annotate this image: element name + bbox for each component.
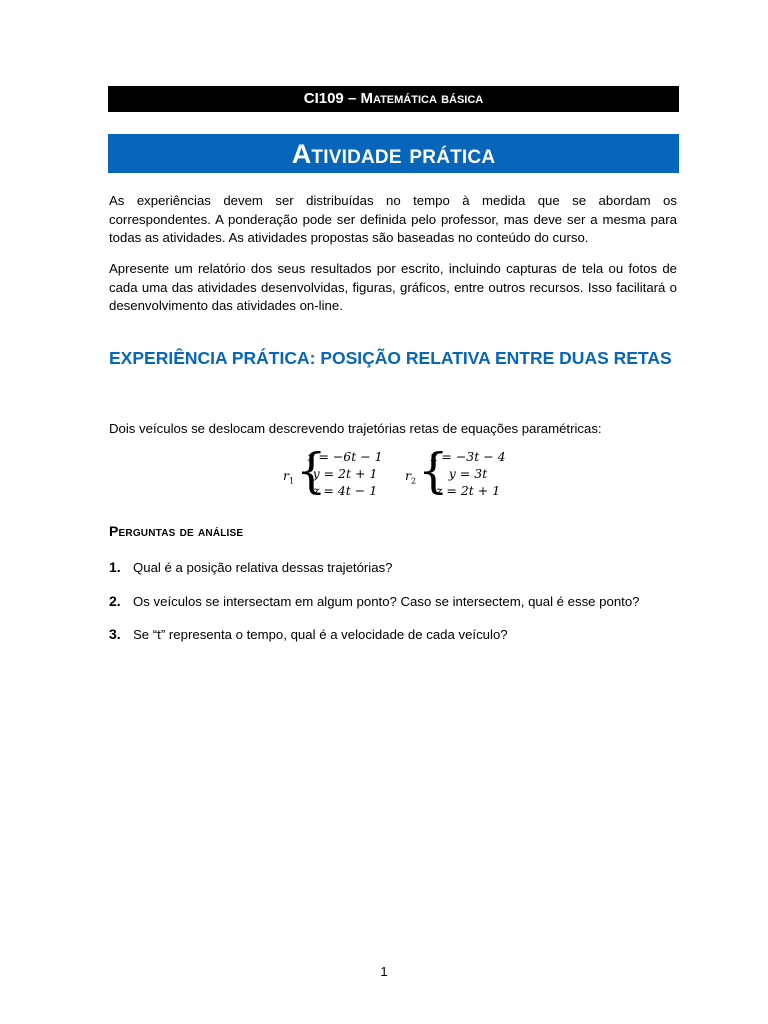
question-item (109, 626, 508, 642)
equation-r2-line-y: y = 3t (448, 466, 488, 481)
intro-paragraph-1: As experiências devem ser distribuídas no tempo à medida que se abordam os correspondentes. A ponderação pode ser definida pelo professor, mas deve ser a mesma para todas as atividades. As atividades propostas são baseadas no conteúdo do curso. (109, 193, 677, 245)
question-text: Qual é a posição relativa dessas trajetórias? (133, 560, 393, 575)
equation-r2-line-z: z = 2t + 1 (435, 483, 501, 498)
question-number: 3. (109, 626, 121, 642)
analysis-heading: Perguntas de análise (109, 523, 244, 539)
section-intro: Dois veículos se deslocam descrevendo trajetórias retas de equações paramétricas: (109, 421, 602, 436)
equation-r1-label: $r_1$ (283, 468, 295, 486)
equation-r1-line-y: y = 2t + 1 (312, 466, 378, 481)
brace-icon: { (296, 443, 327, 499)
equation-r2-label: $r_2$ (405, 468, 417, 486)
question-item (109, 593, 640, 609)
page-title: Atividade prática (108, 134, 679, 173)
question-number: 2. (109, 593, 121, 609)
question-item (109, 559, 393, 575)
course-header: CI109 – Matemática básica (108, 86, 679, 112)
question-text: Se “t” representa o tempo, qual é a velocidade de cada veículo? (133, 627, 508, 642)
brace-icon: { (418, 443, 449, 499)
equation-r1-line-z: z = 4t − 1 (312, 483, 378, 498)
equation-r1-line-x: x = −6t − 1 (307, 449, 383, 464)
equation-r2-line-x: x = −3t − 4 (430, 449, 506, 464)
intro-paragraph-2: Apresente um relatório dos seus resultados por escrito, incluindo capturas de tela ou fotos de cada uma das atividades desenvolvidas, figuras, gráficos, entre outros recursos. Isso facilitará o desenvolvimento das atividades on-line. (109, 261, 677, 313)
section-title: EXPERIÊNCIA PRÁTICA: POSIÇÃO RELATIVA ENTRE DUAS RETAS (109, 348, 672, 368)
question-number: 1. (109, 559, 121, 575)
page-number: 1 (380, 964, 388, 979)
question-text: Os veículos se intersectam em algum ponto? Caso se intersectem, qual é esse ponto? (133, 594, 640, 609)
